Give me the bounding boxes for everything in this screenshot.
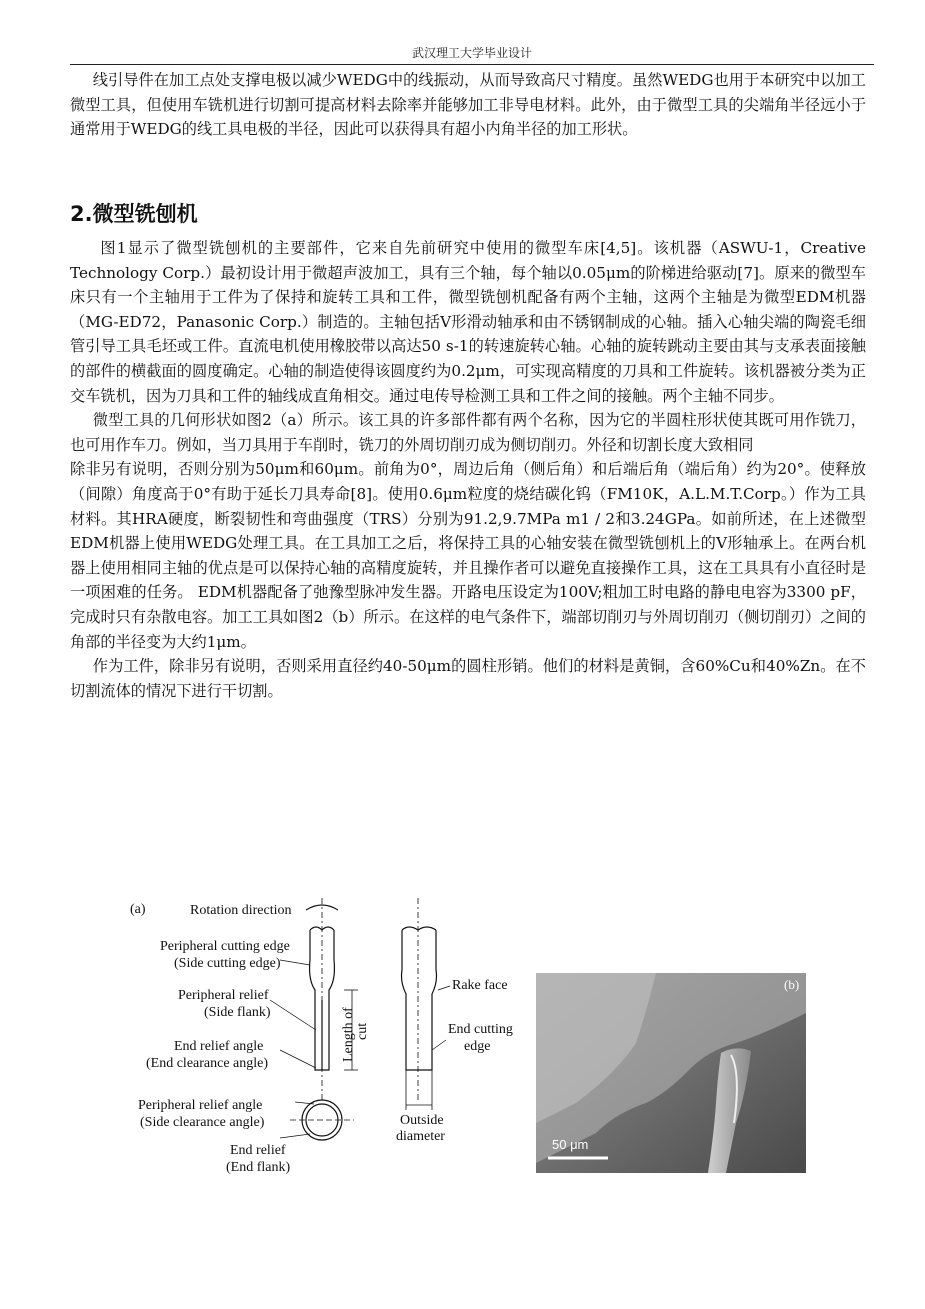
paragraph-intro	[70, 68, 866, 142]
paragraph-3a: 微型工具的几何形状如图2（a）所示。该工具的许多部件都有两个名称，因为它的半圆柱形状使其既可用作铣刀，也可用作车刀。例如，当刀具用于车削时，铣刀的外周切削刃成为侧切削刃。外径和切割长度大致相同	[70, 411, 866, 454]
paragraph-3b: 除非另有说明，否则分别为50μm和60μm。前角为0°，周边后角（侧后角）和后端后角（端后角）约为20°。使释放（间隙）角度高于0°有助于延长刀具寿命[8]。使用0.6μm粒度的烧结碳化钨（FM10K，A.L.M.T.Corp。）作为工具材料。其HRA硬度，断裂韧性和弯曲强度（TRS）分别为91.2,9.7MPa m1 / 2和3.24GPa。如前所述，在上述微型EDM机器上使用WEDG处理工具。在工具加工之后，将保持工具的心轴安装在微型铣刨机上的V形轴承上。在两台机器上使用相同主轴的优点是可以保持心轴的高精度旋转，并且操作者可以避免直接操作工具，这在工具具有小直径时是一项困难的任务。 EDM机器配备了弛豫型脉冲发生器。开路电压设定为100V;粗加工时电路的静电电容为3300 pF，完成时只有杂散电容。加工工具如图2（b）所示。在这样的电气条件下，端部切削刃与外周切削刃（侧切削刃）之间的角部的半径变为大约1μm。	[70, 460, 866, 651]
svg-text:cut: cut	[355, 1022, 370, 1040]
svg-text:(Side cutting edge): (Side cutting edge)	[174, 956, 281, 971]
end-relief-angle-label: End relief angle	[174, 1039, 264, 1054]
body-text	[70, 236, 866, 703]
end-cutting-edge-label: End cutting	[448, 1022, 513, 1037]
paragraph-2: 图1显示了微型铣刨机的主要部件，它来自先前研究中使用的微型车床[4,5]。该机器（ASWU-1，Creative Technology Corp.）最初设计用于微超声波加工，具有三个轴，每个轴以0.05μm的阶梯进给驱动[7]。原来的微型车床只有一个主轴用于工件为了保持和旋转工具和工件，微型铣刨机配备有两个主轴，这两个主轴是为微型EDM机器（MG-ED72，Panasonic Corp.）制造的。主轴包括V形滑动轴承和由不锈钢制成的心轴。插入心轴尖端的陶瓷毛细管引导工具毛坯或工件。直流电机使用橡胶带以高达50 s-1的转速旋转心轴。心轴的旋转跳动主要由其与支承表面接触的部件的横截面的圆度确定。心轴的制造使得该圆度约为0.2μm，可实现高精度的刀具和工件旋转。该机器被分类为正交车铣机，因为刀具和工件的轴线成直角相交。通过电传导检测工具和工件之间的接触。两个主轴不同步。	[70, 239, 866, 405]
svg-text:diameter: diameter	[396, 1129, 445, 1144]
length-of-cut-label: Length of	[341, 1007, 356, 1062]
header-divider	[70, 64, 874, 65]
paragraph-1: 线引导件在加工点处支撑电极以减少WEDG中的线振动，从而导致高尺寸精度。虽然WEDG也用于本研究中以加工微型工具，但使用车铣机进行切割可提高材料去除率并能够加工非导电材料。此外，由于微型工具的尖端角半径远小于通常用于WEDG的线工具电极的半径，因此可以获得具有超小内角半径的加工形状。	[70, 71, 866, 139]
rotation-label: Rotation direction	[190, 903, 292, 918]
paragraph-4: 作为工件，除非另有说明，否则采用直径约40-50μm的圆柱形销。他们的材料是黄铜，含60%Cu和40%Zn。在不切割流体的情况下进行干切割。	[70, 657, 866, 700]
svg-text:edge: edge	[464, 1039, 491, 1054]
section-title: 2.微型铣刨机	[70, 202, 198, 226]
rake-face-label: Rake face	[452, 978, 508, 993]
end-relief-label: End relief	[230, 1143, 286, 1158]
sem-micrograph	[536, 973, 806, 1173]
scale-label: 50 μm	[552, 1137, 589, 1152]
tool-front-view	[402, 930, 437, 1070]
tool-geometry-diagram	[130, 890, 530, 1190]
svg-text:(End clearance angle): (End clearance angle)	[146, 1056, 269, 1071]
peripheral-cutting-edge-label: Peripheral cutting edge	[160, 939, 290, 954]
peripheral-relief-label: Peripheral relief	[178, 988, 269, 1003]
peripheral-relief-angle-label: Peripheral relief angle	[138, 1098, 263, 1113]
figure-label-b: (b)	[784, 977, 800, 992]
svg-text:(Side flank): (Side flank)	[204, 1005, 271, 1020]
svg-text:(End flank): (End flank)	[226, 1160, 291, 1175]
page-header: 武汉理工大学毕业设计	[411, 46, 532, 60]
svg-text:(Side clearance angle): (Side clearance angle)	[140, 1115, 265, 1130]
outside-diameter-label: Outside	[400, 1113, 444, 1128]
figure-label-a: (a)	[130, 902, 146, 917]
